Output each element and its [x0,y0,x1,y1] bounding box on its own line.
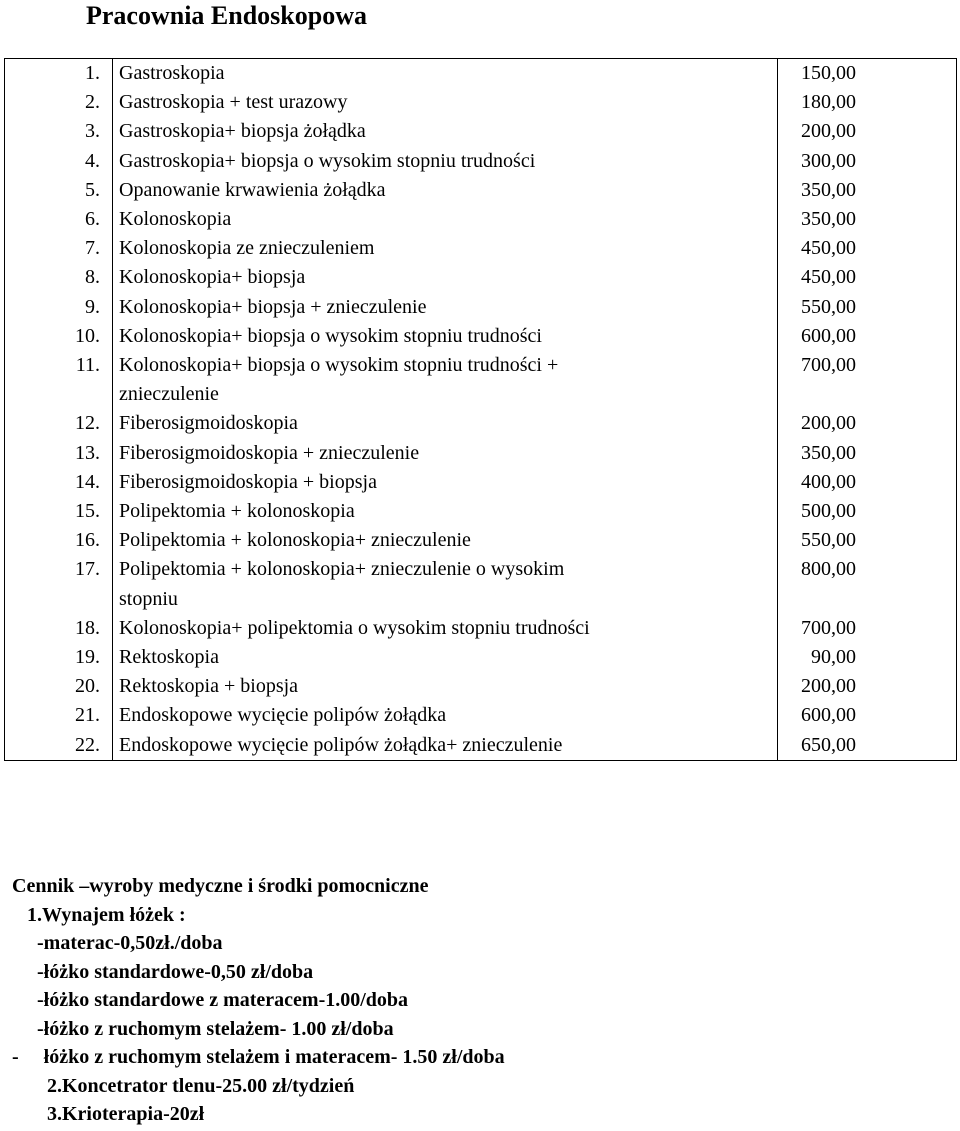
procedure-name-line: Endoskopowe wycięcie polipów żołądka [119,704,447,727]
procedure-number: 19. [5,643,113,672]
procedure-number: 10. [5,322,113,351]
procedure-name-line: Kolonoskopia+ polipektomia o wysokim stopniu trudności [119,616,590,639]
supplies-line: -łóżko z ruchomym stelażem- 1.00 zł/doba [12,1017,394,1040]
procedure-number: 5. [5,176,113,205]
table-row [5,731,957,761]
procedure-name-line: Kolonoskopia+ biopsja + znieczulenie [119,295,427,318]
table-row [5,351,957,409]
procedure-name [113,147,778,176]
table-row [5,643,957,672]
procedure-price: 90,00 [811,646,856,669]
procedure-name-line: Polipektomia + kolonoskopia+ znieczulenie o wysokim [119,558,565,581]
procedure-price-cell [778,322,957,351]
table-row [5,263,957,292]
procedure-name [113,555,778,613]
procedure-number: 20. [5,672,113,701]
procedure-name [113,176,778,205]
procedure-price: 450,00 [801,266,856,289]
procedure-price: 300,00 [801,149,856,172]
procedure-price-cell [778,351,957,409]
table-row [5,117,957,146]
procedure-name-line: Fiberosigmoidoskopia [119,412,298,435]
table-row [5,88,957,117]
procedure-name-line: Fiberosigmoidoskopia + znieczulenie [119,441,420,464]
procedure-price: 200,00 [801,120,856,143]
table-row [5,59,957,89]
procedure-number: 8. [5,263,113,292]
procedure-number: 1. [5,59,113,89]
procedure-price-cell [778,526,957,555]
procedure-number: 15. [5,497,113,526]
procedure-price: 350,00 [801,441,856,464]
procedure-price-cell [778,176,957,205]
procedure-name-line: Kolonoskopia+ biopsja [119,266,306,289]
procedure-price-cell [778,701,957,730]
procedure-name-line: Endoskopowe wycięcie polipów żołądka+ znieczulenie [119,733,563,756]
table-row [5,497,957,526]
procedure-number: 6. [5,205,113,234]
procedure-name [113,322,778,351]
procedure-price: 400,00 [801,470,856,493]
table-row [5,468,957,497]
procedure-price: 600,00 [801,704,856,727]
supplies-line: -materac-0,50zł./doba [12,932,223,954]
table-row [5,322,957,351]
procedure-price: 700,00 [801,616,856,639]
table-row [5,176,957,205]
procedure-number: 17. [5,555,113,613]
procedure-name [113,701,778,730]
supplies-line: -łóżko standardowe-0,50 zł/doba [12,960,314,983]
table-row [5,701,957,730]
procedure-name [113,497,778,526]
procedure-price-cell [778,731,957,761]
procedure-price-cell [778,88,957,117]
procedure-name [113,293,778,322]
table-row [5,555,957,613]
supplies-heading: Cennik –wyroby medyczne i środki pomocniczne [12,875,429,897]
procedure-price-cell [778,439,957,468]
procedure-number: 7. [5,234,113,263]
procedure-price: 600,00 [801,324,856,347]
supplies-line: 1.Wynajem łóżek : [12,903,186,926]
procedure-name [113,439,778,468]
price-table [4,58,957,761]
procedure-price-cell [778,263,957,292]
procedure-name-line: Gastroskopia [119,62,225,84]
procedure-name [113,59,778,89]
procedure-name [113,731,778,761]
supplies-line: - łóżko z ruchomym stelażem i materacem- 1.50 zł/doba [12,1046,505,1068]
procedure-name-line: Kolonoskopia+ biopsja o wysokim stopniu trudności + [119,354,559,377]
procedure-name [113,117,778,146]
procedure-name-line: Gastroskopia + test urazowy [119,91,348,114]
procedure-price-cell [778,205,957,234]
procedure-price-cell [778,555,957,613]
procedure-price-cell [778,409,957,438]
procedure-price: 200,00 [801,412,856,435]
procedure-price: 350,00 [801,178,856,201]
table-row [5,147,957,176]
procedure-name [113,234,778,263]
procedure-price: 350,00 [801,208,856,231]
procedure-price-cell [778,643,957,672]
procedure-name [113,88,778,117]
procedure-name-line: Kolonoskopia+ biopsja o wysokim stopniu trudności [119,324,542,347]
procedure-name-line: Gastroskopia+ biopsja żołądka [119,120,366,143]
supplies-section [12,872,505,1129]
procedure-name-line: Kolonoskopia [119,208,232,231]
procedure-price-cell [778,614,957,643]
table-row [5,409,957,438]
procedure-number: 14. [5,468,113,497]
table-row [5,205,957,234]
procedure-price: 180,00 [801,91,856,114]
procedure-name-line: Kolonoskopia ze znieczuleniem [119,237,375,260]
procedure-price-cell [778,468,957,497]
table-row [5,526,957,555]
procedure-name-line: stopniu [119,587,178,610]
procedure-number: 11. [5,351,113,409]
procedure-name [113,672,778,701]
procedure-price: 800,00 [801,558,856,581]
procedure-price-cell [778,147,957,176]
procedure-number: 9. [5,293,113,322]
procedure-name-line: Polipektomia + kolonoskopia [119,500,355,523]
procedure-name-line: Polipektomia + kolonoskopia+ znieczulenie [119,529,471,552]
procedure-number: 3. [5,117,113,146]
procedure-price: 500,00 [801,500,856,523]
procedure-name-line: Opanowanie krwawienia żołądka [119,178,386,201]
procedure-name [113,409,778,438]
procedure-price-cell [778,59,957,89]
procedure-price-cell [778,117,957,146]
supplies-line: -łóżko standardowe z materacem-1.00/doba [12,989,409,1011]
procedure-name [113,205,778,234]
supplies-line: 3.Krioterapia-20zł [12,1103,205,1125]
procedure-name [113,468,778,497]
procedure-price: 200,00 [801,675,856,698]
procedure-price: 550,00 [801,295,856,318]
procedure-number: 13. [5,439,113,468]
supplies-line: 2.Koncetrator tlenu-25.00 zł/tydzień [12,1074,355,1097]
price-table-body [5,59,957,761]
procedure-price: 650,00 [801,733,856,756]
procedure-price-cell [778,293,957,322]
procedure-name [113,643,778,672]
procedure-number: 16. [5,526,113,555]
procedure-name-line: Fiberosigmoidoskopia + biopsja [119,470,377,493]
procedure-price: 700,00 [801,354,856,377]
table-row [5,439,957,468]
procedure-price: 150,00 [801,62,856,84]
procedure-price: 550,00 [801,529,856,552]
table-row [5,293,957,322]
procedure-name-line: Gastroskopia+ biopsja o wysokim stopniu trudności [119,149,536,172]
procedure-name-line: Rektoskopia [119,646,219,669]
procedure-price-cell [778,672,957,701]
procedure-number: 21. [5,701,113,730]
procedure-number: 22. [5,731,113,761]
procedure-name [113,614,778,643]
procedure-name [113,351,778,409]
procedure-number: 18. [5,614,113,643]
procedure-name-line: znieczulenie [119,383,219,406]
procedure-name [113,526,778,555]
table-row [5,234,957,263]
procedure-name-line: Rektoskopia + biopsja [119,675,299,698]
supplies-list [12,901,505,1129]
procedure-number: 4. [5,147,113,176]
procedure-number: 2. [5,88,113,117]
procedure-price: 450,00 [801,237,856,260]
table-row [5,672,957,701]
page-title: Pracownia Endoskopowa [86,1,367,30]
procedure-name [113,263,778,292]
table-row [5,614,957,643]
procedure-price-cell [778,497,957,526]
procedure-price-cell [778,234,957,263]
procedure-number: 12. [5,409,113,438]
